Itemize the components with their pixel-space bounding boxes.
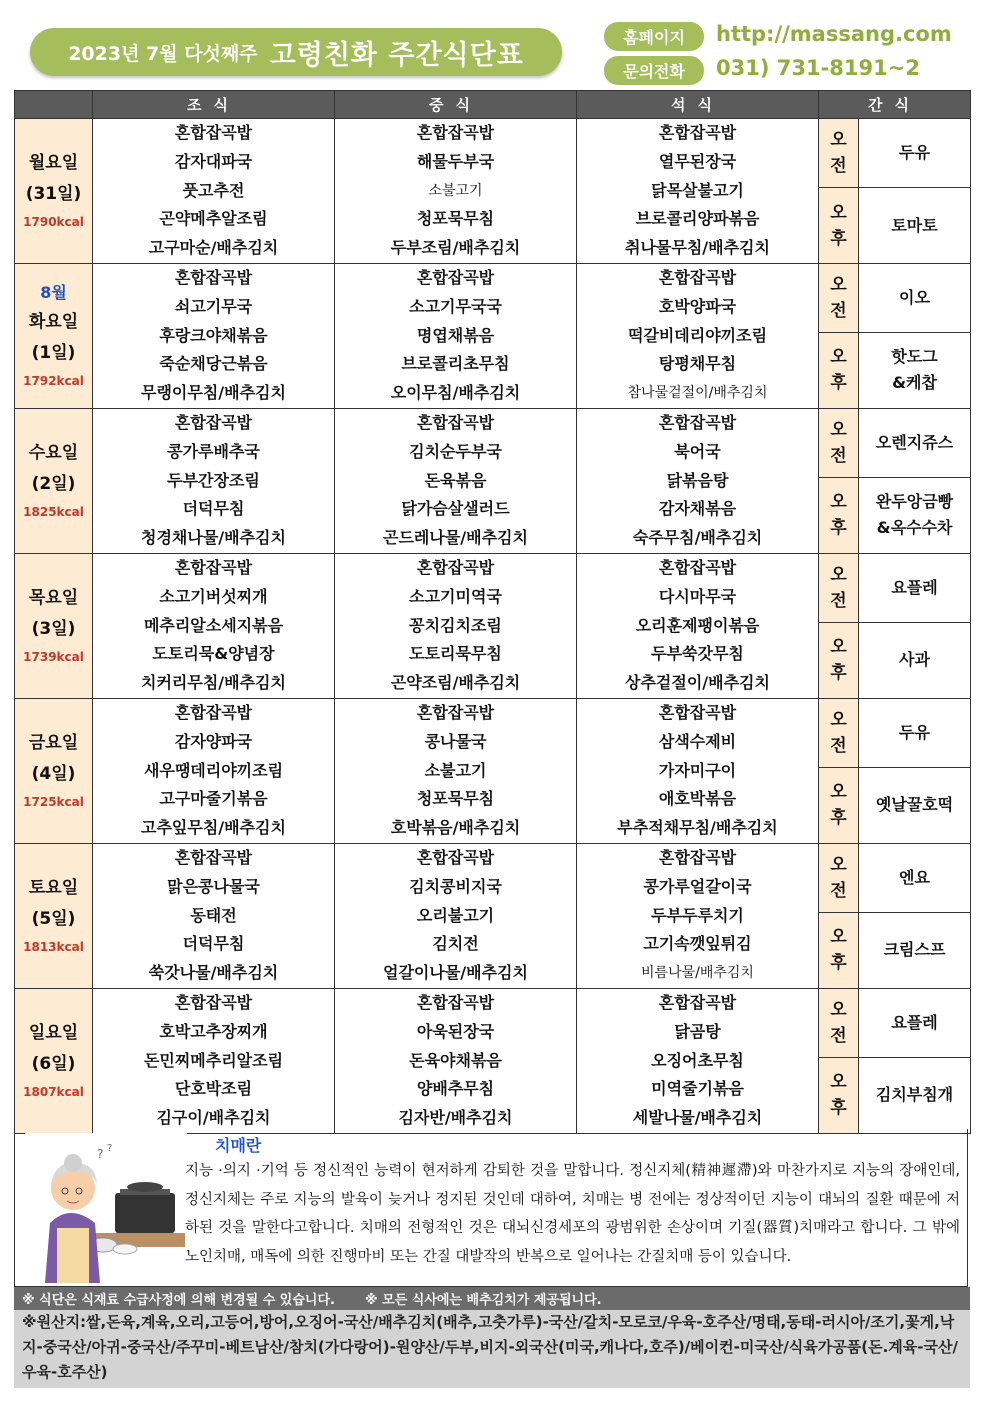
info-text: 지능 ·의지 ·기억 등 정신적인 능력이 현저하게 감퇴한 것을 말합니다. 정신지체(精神遲滯)와 마찬가지로 지능의 장애인데, 정신지체는 주로 지능의 발육이 늦거나 정지된 것인데 대하여, 치매는 병 전에는 정상적이던 지능이 대뇌의 질환 때문에 저하된 것을 말한다고합니다. 치매의 전형적인 것은 대뇌신경세포의 광범위한 손상이며 기질(器質)치매라고 합니다. 그 밖에 노인치매, 매독에 의한 진행마비 또는 간질 대발작의 반복으로 일어나는 간질치매 등이 있습니다. (185, 1163, 960, 1265)
day-kcal: 1813kcal (23, 939, 84, 954)
header-day (15, 91, 93, 119)
dish-item: 김치전 (432, 934, 479, 954)
day-date: (6일) (31, 1053, 76, 1074)
dish-item: 콩가루얼갈이국 (643, 876, 752, 896)
am-label-char-1: 오 전 (830, 130, 847, 177)
table-row (15, 988, 971, 1057)
dish-item: 숙주무침/배추김치 (632, 528, 763, 548)
am-label-char-1: 오 전 (830, 999, 847, 1046)
am-label (819, 988, 859, 1057)
dish-item: 혼합잡곡밥 (174, 992, 253, 1012)
pm-label-text: 오 후 (830, 927, 847, 974)
dish-item: 콩나물국 (424, 731, 487, 751)
day-name: 화요일 (28, 311, 79, 332)
dish-item: 곤약조림/배추김치 (390, 673, 521, 693)
dish-item: 돈민찌메추리알조림 (143, 1050, 284, 1070)
dish-item: 혼합잡곡밥 (416, 847, 495, 867)
day-kcal: 1792kcal (23, 373, 84, 388)
dish-item: 김치콩비지국 (409, 876, 502, 896)
dish-item: 닭곰탕 (674, 1021, 721, 1041)
day-date: (5일) (31, 908, 76, 929)
pm-label (819, 477, 859, 553)
breakfast-cell (93, 698, 335, 843)
table-row (15, 263, 971, 332)
dish-item: 곤드레나물/배추김치 (383, 528, 528, 548)
dish-item: 두부두루치기 (651, 905, 744, 925)
pm-label (819, 912, 859, 988)
dish-item: 열무된장국 (658, 151, 737, 171)
dish-item: 취나물무침/배추김치 (625, 238, 770, 258)
am-label-char-1: 오 전 (830, 274, 847, 321)
snack-am: 엔요 (859, 843, 971, 912)
dish-item: 김자반/배추김치 (398, 1108, 513, 1128)
pm-label (819, 1057, 859, 1133)
dish-item: 새우땡데리야끼조림 (143, 760, 284, 780)
snack-am: 두유 (859, 698, 971, 767)
dish-item: 도토리묵무침 (409, 644, 502, 664)
snack-am: 오렌지쥬스 (859, 408, 971, 477)
dish-item: 소고기미역국 (409, 586, 502, 606)
day-kcal: 1739kcal (23, 649, 84, 664)
dish-item: 고기속깻잎튀김 (643, 934, 752, 954)
lunch-cell (335, 263, 577, 408)
am-label-char-1: 오 전 (830, 419, 847, 466)
pm-label (819, 622, 859, 698)
lunch-cell (335, 408, 577, 553)
svg-text:?: ? (107, 1143, 113, 1154)
snack-pm: 토마토 (859, 188, 971, 264)
grandmother-cooking-illustration (25, 1133, 187, 1283)
dish-item: 더덕무침 (182, 499, 245, 519)
dish-item: 혼합잡곡밥 (416, 702, 495, 722)
title-banner (30, 28, 562, 76)
snack-pm: 옛날꿀호떡 (859, 767, 971, 843)
am-label (819, 119, 859, 188)
phone-label: 문의전화 (604, 56, 704, 85)
page-title: 고령친화 주간식단표 (269, 39, 524, 71)
dish-item: 혼합잡곡밥 (174, 412, 253, 432)
menu-change-note: ※ 식단은 식재료 수급사정에 의해 변경될 수 있습니다. (22, 1293, 335, 1308)
dish-item: 혼합잡곡밥 (658, 702, 737, 722)
dish-item: 해물두부국 (416, 151, 495, 171)
dish-item: 비름나물/배추김치 (641, 965, 754, 982)
dinner-cell (577, 843, 819, 988)
dish-item: 청포묵무침 (416, 209, 495, 229)
dish-item: 혼합잡곡밥 (416, 267, 495, 287)
dish-item: 혼합잡곡밥 (416, 123, 495, 142)
dish-item: 혼합잡곡밥 (658, 992, 737, 1012)
dish-item: 고구마순/배추김치 (148, 238, 279, 258)
am-label (819, 843, 859, 912)
pm-label (819, 332, 859, 408)
lunch-cell (335, 553, 577, 698)
dish-item: 혼합잡곡밥 (658, 557, 737, 577)
snack-am: 이오 (859, 263, 971, 332)
lunch-cell (335, 119, 577, 264)
table-row (15, 553, 971, 622)
dish-item: 두부쑥갓무침 (651, 644, 744, 664)
dish-item: 고구마줄기볶음 (159, 789, 268, 809)
dish-item: 고추잎무침/배추김치 (141, 818, 286, 838)
weekly-menu-table (14, 90, 971, 1134)
day-name: 월요일 (28, 152, 79, 173)
breakfast-cell (93, 988, 335, 1133)
dish-item: 혼합잡곡밥 (416, 557, 495, 577)
dish-item: 도토리묵&양념장 (152, 644, 275, 664)
origin-info: ※원산지:쌀,돈육,계육,오리,고등어,방어,오징어-국산/배추김치(배추,고춧가루)-국산/갈치-모로코/우육-호주산/명태,동태-러시아/조기,꽃게,낙지-중국산/아귀-중국산/주꾸미-베트남산/참치(가다랑어)-원양산/두부,비지-외국산(미국,캐나다,호주)/베이컨-미국산/식육가공품(돈.계육-국산/우육-호주산) (14, 1310, 970, 1388)
dish-item: 명엽채볶음 (416, 325, 495, 345)
am-label (819, 408, 859, 477)
pm-label-text: 오 후 (830, 782, 847, 829)
pm-label (819, 188, 859, 264)
dish-item: 오징어초무침 (651, 1050, 744, 1070)
dish-item: 돈육야채볶음 (409, 1050, 502, 1070)
snack-pm: 핫도그 &케찹 (859, 332, 971, 408)
dish-item: 부추적채무침/배추김치 (617, 818, 778, 838)
pm-label-text: 오 후 (830, 492, 847, 539)
am-label-char-1: 오 전 (830, 709, 847, 756)
day-kcal: 1825kcal (23, 504, 84, 519)
dish-item: 미역줄기볶음 (651, 1079, 744, 1099)
dish-item: 닭목살불고기 (651, 180, 744, 200)
dish-item: 청경채나물/배추김치 (141, 528, 286, 548)
dish-item: 아욱된장국 (416, 1021, 495, 1041)
pm-label-text: 오 후 (830, 1072, 847, 1119)
day-kcal: 1807kcal (23, 1084, 84, 1099)
pm-label (819, 767, 859, 843)
dish-item: 북어국 (674, 441, 721, 461)
dish-item: 감자대파국 (174, 151, 253, 171)
dinner-cell (577, 698, 819, 843)
homepage-label: 홈페이지 (604, 22, 704, 51)
day-cell (15, 988, 93, 1133)
dish-item: 꽁치김치조림 (409, 615, 502, 635)
dish-item: 호박고추장찌개 (159, 1021, 268, 1041)
header-dinner: 석식 (577, 91, 819, 119)
table-row (15, 843, 971, 912)
breakfast-cell (93, 843, 335, 988)
breakfast-cell (93, 408, 335, 553)
dish-item: 브로콜리초무침 (401, 354, 510, 374)
dish-item: 감자채볶음 (658, 499, 737, 519)
am-label (819, 698, 859, 767)
header-snack: 간식 (819, 91, 971, 119)
table-row (15, 698, 971, 767)
dish-item: 죽순채당근볶음 (159, 354, 268, 374)
table-row (15, 119, 971, 188)
snack-pm: 완두앙금빵 &옥수수차 (859, 477, 971, 553)
day-date: (4일) (31, 763, 76, 784)
dish-item: 맑은콩나물국 (167, 876, 260, 896)
dish-item: 양배추무침 (416, 1079, 495, 1099)
day-cell (15, 553, 93, 698)
dish-item: 혼합잡곡밥 (174, 702, 253, 722)
dish-item: 단호박조림 (174, 1079, 253, 1099)
phone-number: 031) 731-8191~2 (716, 56, 920, 80)
dish-item: 곤약메추알조림 (159, 209, 268, 229)
dish-item: 두부간장조림 (167, 470, 260, 490)
dish-item: 삼색수제비 (658, 731, 737, 751)
dinner-cell (577, 263, 819, 408)
dish-item: 소고기무국국 (409, 296, 502, 316)
dementia-info-box (14, 1129, 968, 1287)
day-date: (2일) (31, 473, 76, 494)
breakfast-cell (93, 263, 335, 408)
day-name: 토요일 (28, 877, 79, 898)
pm-label-text: 오 후 (830, 347, 847, 394)
dish-item: 풋고추전 (182, 180, 245, 200)
dish-item: 오리훈제팽이볶음 (635, 615, 760, 635)
dish-item: 브로콜리양파볶음 (635, 209, 760, 229)
dish-item: 두부조림/배추김치 (390, 238, 521, 258)
pm-label-text: 오 후 (830, 637, 847, 684)
dinner-cell (577, 988, 819, 1133)
day-name: 목요일 (28, 587, 79, 608)
day-cell (15, 263, 93, 408)
am-label (819, 553, 859, 622)
dish-item: 치커리무침/배추김치 (141, 673, 286, 693)
dish-item: 혼합잡곡밥 (658, 412, 737, 432)
dish-item: 호박양파국 (658, 296, 737, 316)
dish-item: 혼합잡곡밥 (416, 412, 495, 432)
lunch-cell (335, 843, 577, 988)
dinner-cell (577, 119, 819, 264)
svg-text:?: ? (97, 1147, 104, 1161)
day-name: 금요일 (28, 732, 79, 753)
day-kcal: 1790kcal (23, 214, 84, 229)
snack-am: 요플레 (859, 988, 971, 1057)
day-cell (15, 698, 93, 843)
kimchi-note: ※ 모든 식사에는 배추김치가 제공됩니다. (364, 1293, 602, 1308)
breakfast-cell (93, 119, 335, 264)
header-breakfast: 조식 (93, 91, 335, 119)
dish-item: 상추겉절이/배추김치 (625, 673, 770, 693)
lunch-cell (335, 698, 577, 843)
dish-item: 소불고기 (428, 182, 483, 199)
homepage-link[interactable]: http://massang.com (716, 22, 952, 46)
day-cell (15, 408, 93, 553)
dish-item: 김구이/배추김치 (156, 1108, 271, 1128)
dish-item: 혼합잡곡밥 (174, 267, 253, 287)
day-date: (31일) (25, 183, 82, 204)
day-kcal: 1725kcal (23, 794, 84, 809)
notes-bar (14, 1287, 970, 1310)
dish-item: 감자양파국 (174, 731, 253, 751)
table-header-row (15, 91, 971, 119)
dish-item: 소불고기 (424, 760, 487, 780)
day-cell (15, 119, 93, 264)
day-date: (1일) (31, 342, 76, 363)
dish-item: 떡갈비데리야끼조림 (627, 325, 768, 345)
dish-item: 무랭이무침/배추김치 (141, 383, 286, 403)
dish-item: 돈육볶음 (424, 470, 487, 490)
snack-am: 요플레 (859, 553, 971, 622)
dish-item: 호박볶음/배추김치 (390, 818, 521, 838)
dish-item: 애호박볶음 (658, 789, 737, 809)
snack-am: 두유 (859, 119, 971, 188)
snack-pm: 사과 (859, 622, 971, 698)
dish-item: 쑥갓나물/배추김치 (148, 963, 279, 983)
dish-item: 닭볶음탕 (666, 470, 729, 490)
dish-item: 혼합잡곡밥 (658, 267, 737, 287)
pm-label-text: 오 후 (830, 202, 847, 249)
dish-item: 혼합잡곡밥 (174, 847, 253, 867)
day-name: 수요일 (28, 442, 79, 463)
dish-item: 김치순두부국 (409, 441, 502, 461)
dish-item: 세발나물/배추김치 (632, 1108, 763, 1128)
dish-item: 쇠고기무국 (174, 296, 253, 316)
am-label-char-1: 오 전 (830, 854, 847, 901)
dish-item: 혼합잡곡밥 (658, 123, 737, 142)
day-name: 일요일 (28, 1022, 79, 1043)
dish-item: 혼합잡곡밥 (174, 557, 253, 577)
dinner-cell (577, 553, 819, 698)
day-date: (3일) (31, 618, 76, 639)
dish-item: 다시마무국 (658, 586, 737, 606)
dish-item: 더덕무침 (182, 934, 245, 954)
dish-item: 소고기버섯찌개 (159, 586, 268, 606)
dish-item: 동태전 (190, 905, 237, 925)
dish-item: 혼합잡곡밥 (174, 123, 253, 142)
dish-item: 혼합잡곡밥 (416, 992, 495, 1012)
breakfast-cell (93, 553, 335, 698)
dish-item: 닭가슴살샐러드 (401, 499, 510, 519)
day-month: 8월 (40, 282, 67, 302)
header-lunch: 중식 (335, 91, 577, 119)
dish-item: 청포묵무침 (416, 789, 495, 809)
info-title: 치매란 (215, 1136, 262, 1155)
day-cell (15, 843, 93, 988)
dish-item: 참나물겉절이/배추김치 (627, 385, 768, 402)
dish-item: 가자미구이 (658, 760, 737, 780)
snack-pm: 크림스프 (859, 912, 971, 988)
dish-item: 얼갈이나물/배추김치 (383, 963, 528, 983)
dish-item: 탕평채무침 (658, 354, 737, 374)
snack-pm: 김치부침개 (859, 1057, 971, 1133)
dish-item: 오이무침/배추김치 (390, 383, 521, 403)
dinner-cell (577, 408, 819, 553)
week-subtitle: 2023년 7월 다섯째주 (68, 42, 258, 65)
dish-item: 메추리알소세지볶음 (143, 615, 284, 635)
dish-item: 오리불고기 (416, 905, 495, 925)
dish-item: 콩가루배추국 (167, 441, 260, 461)
dish-item: 후랑크야채볶음 (159, 325, 268, 345)
am-label (819, 263, 859, 332)
lunch-cell (335, 988, 577, 1133)
am-label-char-1: 오 전 (830, 564, 847, 611)
dish-item: 혼합잡곡밥 (658, 847, 737, 867)
table-row (15, 408, 971, 477)
